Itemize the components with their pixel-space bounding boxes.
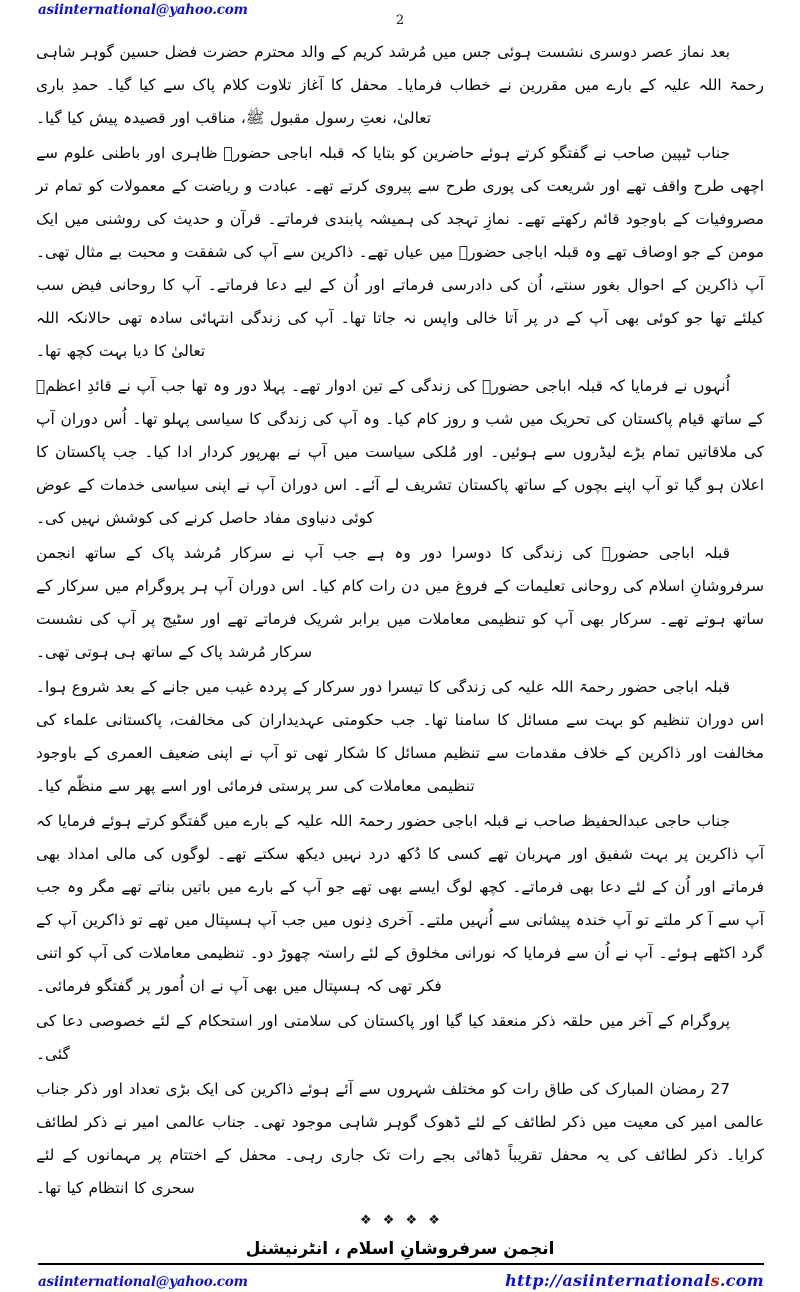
page-number: 2	[395, 13, 405, 28]
footer-email-link[interactable]: asiinternational@yahoo.com	[38, 1274, 248, 1290]
diamond-star-icon: ❖	[428, 1212, 440, 1228]
diamond-star-icon: ❖	[405, 1212, 418, 1228]
diamond-star-icon: ❖	[382, 1212, 395, 1228]
body-paragraph: جناب حاجی عبدالحفیظ صاحب نے قبلہ اباجی حضور رحمۃ اللہ علیہ کے بارے میں گفتگو کرتے ہوئے فرمایا کہ آپ ذاکرین پر بہت شفیق اور مہربان تھے کسی کا دُکھ درد نہیں دیکھ سکتے تھے۔ لوگوں کی مالی امداد بھی فرماتے اور اُن کے لئے دعا بھی فرماتے۔ کچھ لوگ ایسے بھی تھے جو آپ کے بارے میں باتیں بناتے تھے مگر وہ جب آپ سے آ کر ملتے تو آپ خندہ پیشانی سے اُنہیں ملتے۔ آخری دِنوں میں جب آپ ہسپتال میں تھے تو ذاکرین آپ کے گرد اکٹھے ہوئے۔ آپ نے اُن سے فرمایا کہ نورانی مخلوق کے لئے راستہ چھوڑ دو۔ تنظیمی معاملات کی آپ کو اتنی فکر تھی کہ ہسپتال میں بھی آپ نے ان اُمور پر گفتگو فرمائی۔	[36, 812, 764, 995]
document-body	[0, 36, 800, 1263]
ornament-divider	[36, 1211, 764, 1231]
footer-website-link[interactable]	[505, 1271, 764, 1291]
header-email-link[interactable]: asiinternational@yahoo.com	[38, 2, 248, 18]
body-paragraph: جناب ٹیپین صاحب نے گفتگو کرتے ہوئے حاضرین کو بتایا کہ قبلہ اباجی حضورؒ ظاہری اور باطنی علوم سے اچھی طرح واقف تھے اور شریعت کی پوری طرح سے پیروی کرتے تھے۔ عبادت و ریاضت کے معمولات کو تمام تر مصروفیات کے باوجود قائم رکھتے تھے۔ نمازِ تہجد کی ہمیشہ پابندی فرماتے۔ قرآن و حدیث کی روشنی میں ایک مومن کے جو اوصاف تھے وہ قبلہ اباجی حضورؒ میں عیاں تھے۔ ذاکرین سے آپ کی شفقت و محبت بے مثال تھی۔ آپ ذاکرین کے احوال بغور سنتے، اُن کی دادرسی فرماتے اور اُن کے لیے دعا فرماتے۔ آپ کا روحانی فیض سب کیلئے تھا جو کوئی بھی آپ کے در پر آتا خالی واپس نہ جاتا تھا۔ آپ کی زندگی انتہائی سادہ تھی حالانکہ اللہ تعالیٰ کا دیا بہت کچھ تھا۔	[36, 144, 764, 360]
body-paragraph: پروگرام کے آخر میں حلقہ ذکر منعقد کیا گیا اور پاکستان کی سلامتی اور استحکام کے لئے خصوصی دعا کی گئی۔	[36, 1012, 730, 1063]
body-paragraph: بعد نماز عصر دوسری نشست ہوئی جس میں مُرشد کریم کے والد محترم حضرت فضل حسین گوہر شاہی رحمۃ اللہ علیہ کے بارے میں مقررین نے خطاب فرمایا۔ محفل کا آغاز تلاوت کلام پاک سے کیا گیا۔ حمدِ باری تعالیٰ، نعتِ رسول مقبول ﷺ، مناقب اور قصیدہ پیش کیا گیا۔	[36, 43, 764, 127]
footer-divider	[38, 1263, 764, 1265]
footer-url-prefix: http://asiinternational	[505, 1271, 711, 1290]
page-header	[0, 0, 800, 36]
footer-url-suffix: .com	[719, 1271, 764, 1290]
page-footer	[0, 1263, 800, 1292]
diamond-star-icon: ❖	[360, 1212, 372, 1228]
footer-row	[38, 1271, 764, 1292]
body-paragraph: قبلہ اباجی حضورؒ کی زندگی کا دوسرا دور وہ ہے جب آپ نے سرکار مُرشد پاک کے ساتھ انجمن سرفروشانِ اسلام کی روحانی تعلیمات کے فروغ میں دن رات کام کیا۔ اس دوران آپ ہر پروگرام میں سرکار کے ساتھ ہوتے تھے۔ سرکار بھی آپ کو تنظیمی معاملات میں برابر شریک فرماتے تھے اور سٹیج پر آپ کی نشست سرکار مُرشد پاک کے ساتھ ہی ہوتی تھی۔	[36, 544, 764, 661]
footer-url-accent: s	[710, 1271, 720, 1290]
body-paragraph: قبلہ اباجی حضور رحمۃ اللہ علیہ کی زندگی کا تیسرا دور سرکار کے پردہ غیب میں جانے کے بعد شروع ہوا۔ اس دوران تنظیم کو بہت سے مسائل کا سامنا تھا۔ جب حکومتی عہدیداران کی مخالفت، پاکستانی علماء کی مخالفت اور ذاکرین کے خلاف مقدمات سے تنظیم مسائل کا شکار تھی تو آپ نے اپنی ضعیف العمری کے باوجود تنظیمی معاملات کی سر پرستی فرمائی اور اسے پھر سے منظّم کیا۔	[36, 678, 764, 795]
organization-name: انجمن سرفروشانِ اسلام ، انٹرنیشنل	[245, 1239, 555, 1259]
body-paragraph: اُنہوں نے فرمایا کہ قبلہ اباجی حضورؒ کی زندگی کے تین ادوار تھے۔ پہلا دور وہ تھا جب آپ نے قائدِ اعظمؒ کے ساتھ قیام پاکستان کی تحریک میں شب و روز کام کیا۔ وہ آپ کی زندگی کا سیاسی پہلو تھا۔ اُس دوران آپ کی ملاقاتیں تمام بڑے لیڈروں سے ہوئیں۔ اور مُلکی سیاست میں آپ نے بھرپور کردار ادا کیا۔ جب پاکستان کا اعلان ہو گیا تو آپ اپنے بچوں کے ساتھ پاکستان تشریف لے آئے۔ اس دوران آپ نے اپنی سیاسی خدمات کے عوض کوئی دنیاوی مفاد حاصل کرنے کی کوشش نہیں کی۔	[36, 377, 764, 527]
body-paragraph: 27 رمضان المبارک کی طاق رات کو مختلف شہروں سے آئے ہوئے ذاکرین کی ایک بڑی تعداد اور ذکر جناب عالمی امیر کی معیت میں ذکر لطائف کے لئے ڈھوک گوہر شاہی موجود تھی۔ جناب عالمی امیر نے ذکر لطائف کرایا۔ ذکر لطائف کی یہ محفل تقریباً ڈھائی بجے رات تک جاری رہی۔ محفل کے اختتام پر مہمانوں کے لئے سحری کا انتظام کیا تھا۔	[36, 1080, 764, 1197]
